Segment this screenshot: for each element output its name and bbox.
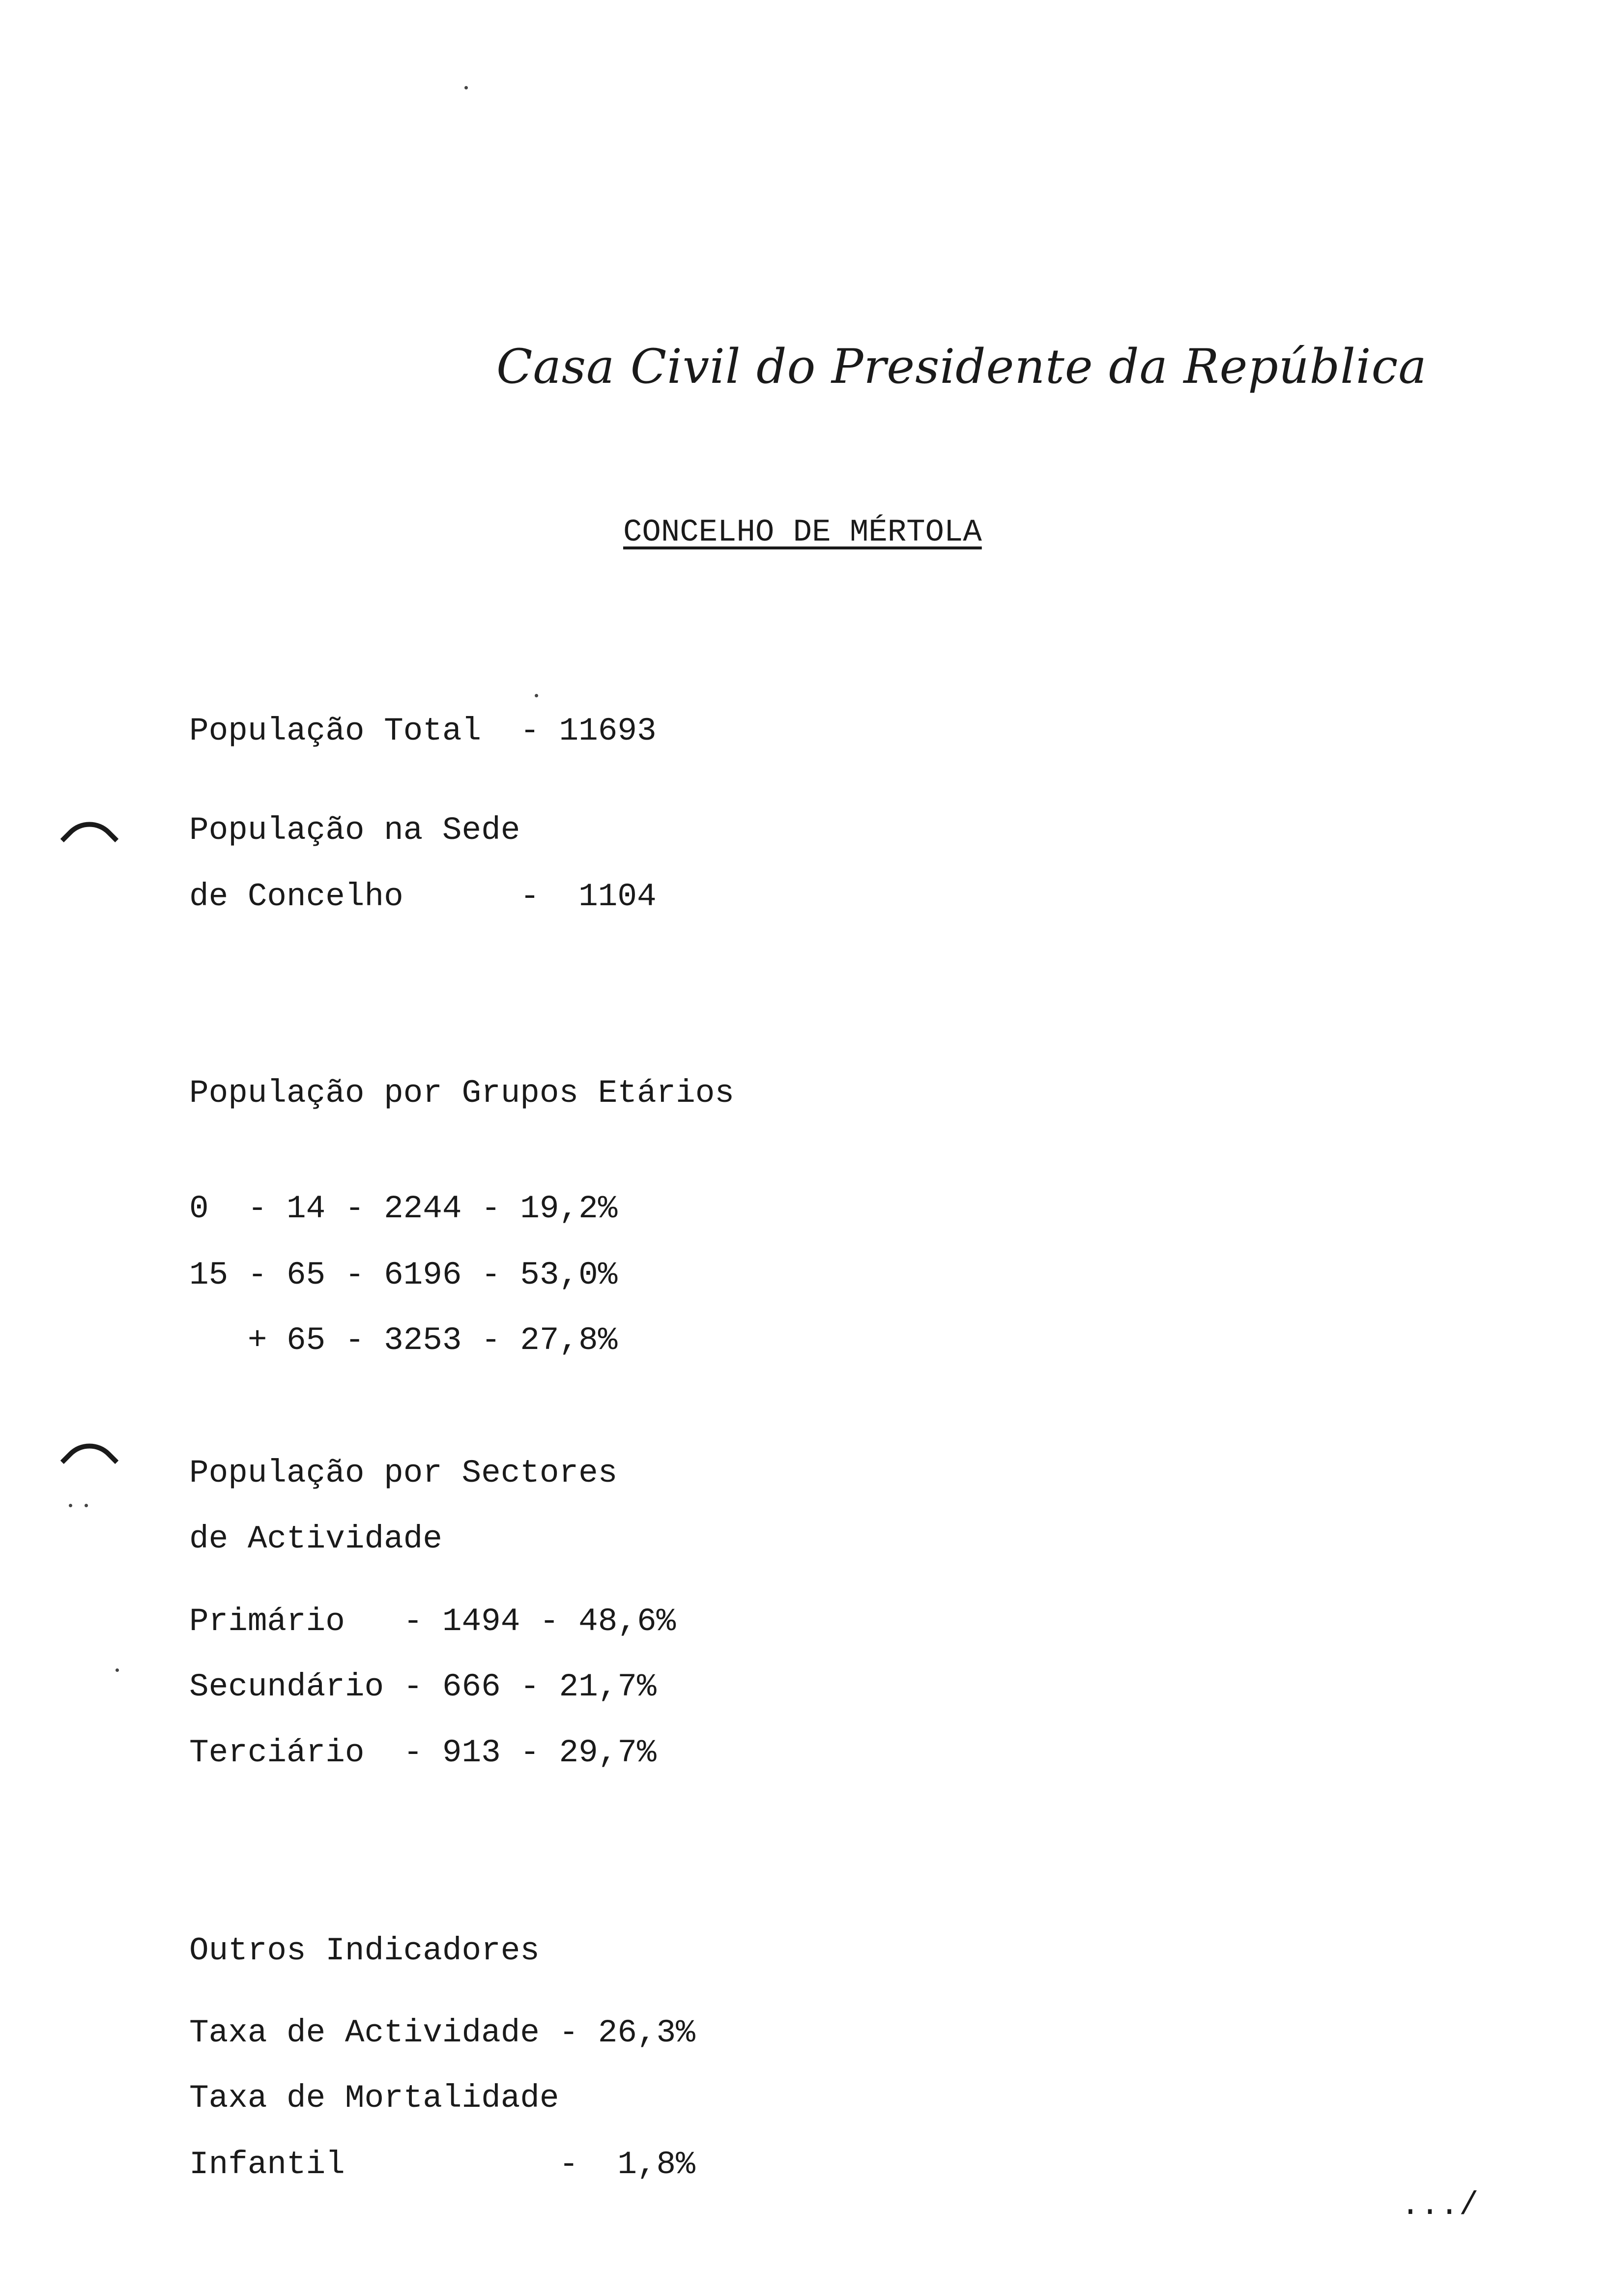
scan-speck [535, 694, 538, 697]
scan-speck [85, 1504, 88, 1507]
other-indicator-row: Taxa de Mortalidade [189, 2080, 559, 2117]
sectors-heading-line2: de Actividade [189, 1521, 442, 1557]
age-group-row: 15 - 65 - 6196 - 53,0% [189, 1257, 618, 1293]
sector-row: Primário - 1494 - 48,6% [189, 1603, 676, 1640]
other-indicator-row: Infantil - 1,8% [189, 2146, 695, 2183]
punch-hole-arc [60, 1432, 119, 1490]
population-sede-line2: de Concelho - 1104 [189, 878, 657, 915]
scan-speck [69, 1504, 72, 1507]
punch-hole-arc [60, 810, 119, 868]
age-groups-heading: População por Grupos Etários [189, 1075, 734, 1112]
age-group-row: + 65 - 3253 - 27,8% [189, 1322, 618, 1359]
continuation-mark: .../ [1401, 2187, 1479, 2224]
population-total: População Total - 11693 [189, 713, 657, 749]
population-sede-line1: População na Sede [189, 812, 520, 849]
other-indicators-heading: Outros Indicadores [189, 1932, 540, 1969]
other-indicator-row: Taxa de Actividade - 26,3% [189, 2014, 695, 2051]
scan-speck [115, 1668, 119, 1672]
sectors-heading-line1: População por Sectores [189, 1455, 618, 1492]
letterhead: Casa Civil do Presidente da República [496, 339, 1427, 394]
scan-speck [464, 86, 468, 89]
sector-row: Secundário - 666 - 21,7% [189, 1668, 657, 1705]
age-group-row: 0 - 14 - 2244 - 19,2% [189, 1190, 618, 1227]
document-title: CONCELHO DE MÉRTOLA [623, 515, 982, 550]
sector-row: Terciário - 913 - 29,7% [189, 1734, 657, 1771]
